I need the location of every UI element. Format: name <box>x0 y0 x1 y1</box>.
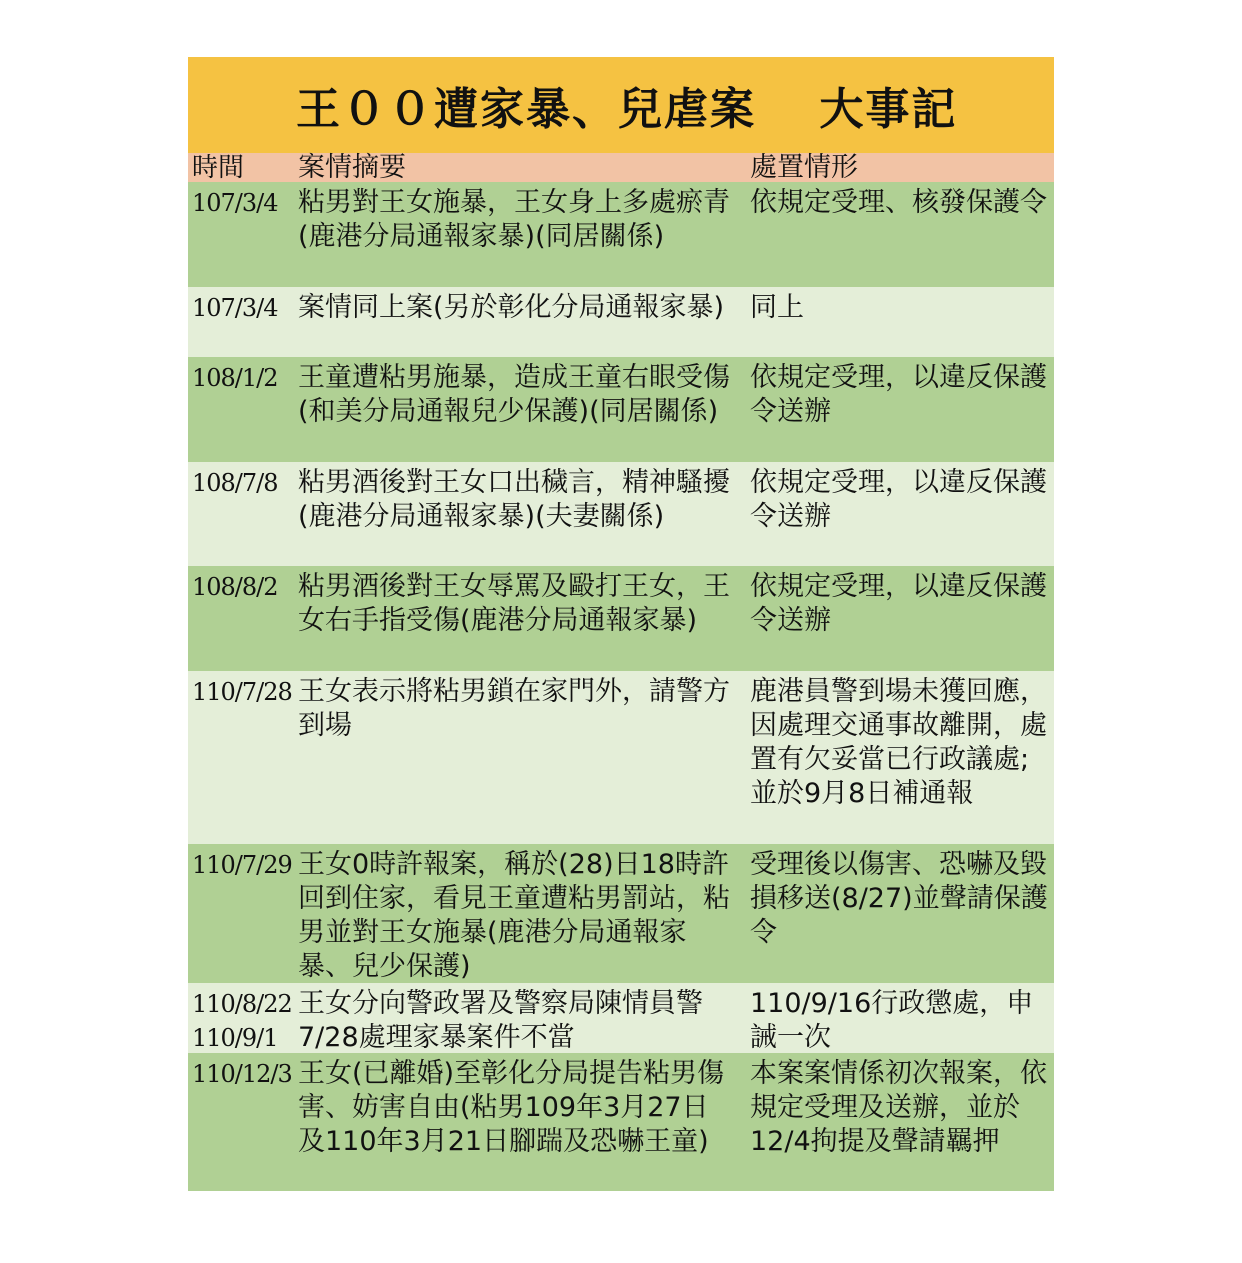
title-bar <box>188 57 1054 153</box>
row-summary: 王女表示將粘男鎖在家門外，請警方到場 <box>298 676 730 741</box>
row-action: 鹿港員警到場未獲回應，因處理交通事故離開，處置有欠妥當已行政議處;並於9月8日補通報 <box>750 676 1047 809</box>
header-action: 處置情形 <box>750 151 858 183</box>
row-action: 依規定受理、核發保護令 <box>750 187 1047 218</box>
table-row <box>188 671 1054 844</box>
row-summary: 王女(已離婚)至彰化分局提告粘男傷害、妨害自由(粘男109年3月27日及110年3月21日腳踹及恐嚇王童) <box>298 1058 725 1157</box>
row-time: 107/3/4 <box>192 189 278 217</box>
row-time-line: 110/9/1 <box>192 1024 278 1052</box>
row-time <box>188 987 298 1053</box>
row-summary: 王女0時許報案，稱於(28)日18時許回到住家，看見王童遭粘男罰站，粘男並對王女施暴(鹿港分局通報家暴、兒少保護) <box>298 849 730 982</box>
row-summary: 王女分向警政署及警察局陳情員警7/28處理家暴案件不當 <box>298 988 703 1053</box>
row-action: 依規定受理，以違反保護令送辦 <box>750 571 1047 636</box>
row-action: 受理後以傷害、恐嚇及毀損移送(8/27)並聲請保護令 <box>750 849 1048 948</box>
row-time: 110/12/3 <box>192 1060 292 1088</box>
row-summary: 粘男酒後對王女辱罵及毆打王女，王女右手指受傷(鹿港分局通報家暴) <box>298 571 730 636</box>
row-summary: 粘男對王女施暴，王女身上多處瘀青(鹿港分局通報家暴)(同居關係) <box>298 187 730 252</box>
row-time: 108/7/8 <box>192 469 278 497</box>
row-time: 110/7/29 <box>192 851 292 879</box>
table-row <box>188 462 1054 566</box>
row-time: 107/3/4 <box>192 294 278 322</box>
table-row <box>188 566 1054 671</box>
chronology-table <box>188 57 1054 1191</box>
header-summary: 案情摘要 <box>298 151 406 183</box>
row-summary: 王童遭粘男施暴，造成王童右眼受傷(和美分局通報兒少保護)(同居關係) <box>298 362 730 427</box>
table-row <box>188 983 1054 1053</box>
header-time: 時間 <box>192 152 245 183</box>
row-time-line: 110/8/22 <box>192 990 292 1018</box>
table-row <box>188 844 1054 983</box>
row-action: 本案案情係初次報案，依規定受理及送辦，並於12/4拘提及聲請羈押 <box>750 1058 1047 1157</box>
row-action: 依規定受理，以違反保護令送辦 <box>750 467 1047 532</box>
row-action: 同上 <box>750 292 804 323</box>
table-row <box>188 1053 1054 1191</box>
page-title: 王００遭家暴、兒虐案 大事記 <box>296 84 958 135</box>
header-row <box>188 153 1054 182</box>
row-action: 110/9/16行政懲處，申誡一次 <box>750 988 1034 1053</box>
row-summary: 粘男酒後對王女口出穢言，精神騷擾(鹿港分局通報家暴)(夫妻關係) <box>298 467 730 532</box>
row-time: 110/7/28 <box>192 678 292 706</box>
row-summary: 案情同上案(另於彰化分局通報家暴) <box>298 292 725 323</box>
row-time: 108/8/2 <box>192 573 278 601</box>
table-row <box>188 182 1054 287</box>
row-action: 依規定受理，以違反保護令送辦 <box>750 362 1047 427</box>
table-row <box>188 357 1054 462</box>
row-time: 108/1/2 <box>192 364 278 392</box>
table-row <box>188 287 1054 357</box>
